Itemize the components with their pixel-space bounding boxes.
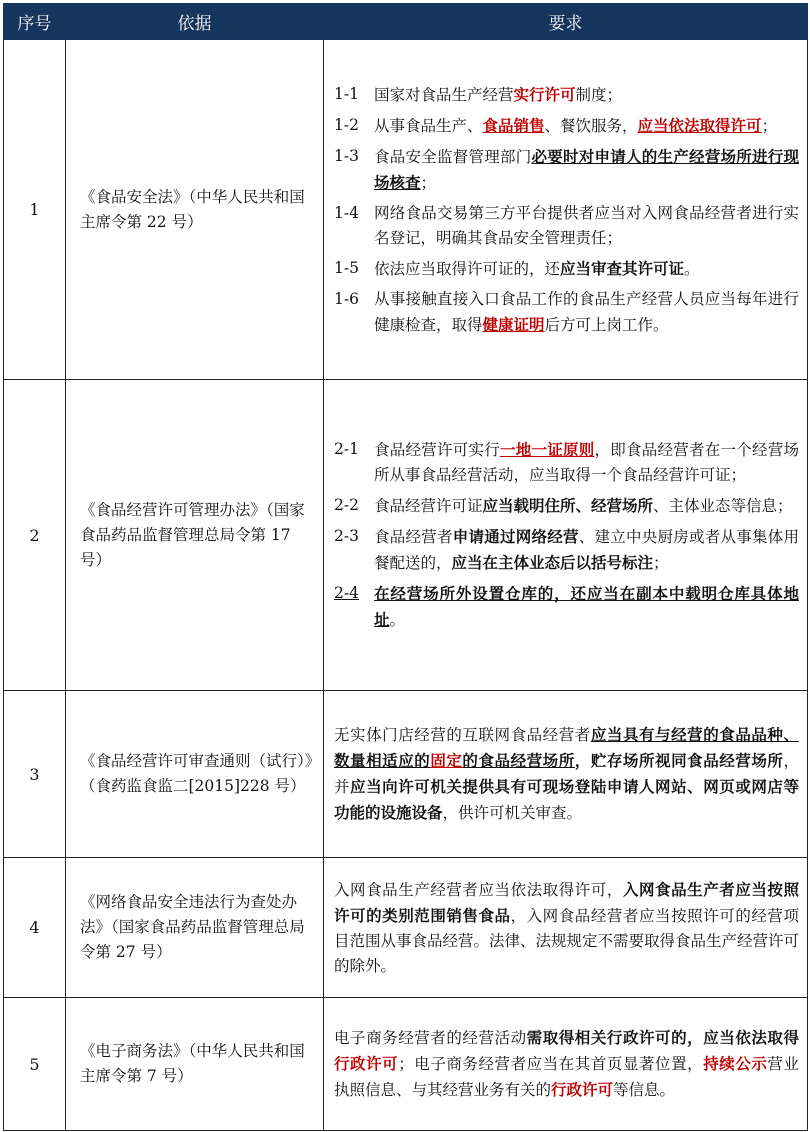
item-code: 2-1 (334, 440, 359, 458)
requirement-paragraph: 电子商务经营者的经营活动需取得相关行政许可的，应当依法取得行政许可；电子商务经营者应当在其首页显著位置，持续公示营业执照信息、与其经营业务有关的行政许可等信息。 (334, 1028, 799, 1099)
requirement-item (334, 581, 799, 633)
basis-cell: 《食品安全法》（中华人民共和国主席令第 22 号） (66, 40, 324, 380)
table-row (4, 858, 808, 998)
requirement-cell (324, 40, 808, 380)
item-text: 食品经营者申请通过网络经营、建立中央厨房或者从事集体用餐配送的，应当在主体业态后以括号标注； (374, 527, 799, 572)
row-number: 4 (4, 858, 66, 998)
item-code: 1-6 (334, 289, 359, 308)
requirement-paragraph: 无实体门店经营的互联网食品经营者应当具有与经营的食品品种、数量相适应的固定的食品经营场所，贮存场所视同食品经营场所，并应当向许可机关提供具有可现场登陆申请人网站、网页或网店等功能的设施设备，供许可机关审查。 (334, 725, 799, 822)
table-row (4, 691, 808, 858)
item-code: 1-2 (334, 115, 359, 134)
item-text: 食品经营许可实行一地一证原则，即食品经营者在一个经营场所从事食品经营活动，应当取得一个食品经营许可证； (374, 440, 799, 484)
table-row (4, 998, 808, 1131)
basis-cell: 《网络食品安全违法行为查处办法》（国家食品药品监督管理总局令第 27 号） (66, 858, 324, 998)
item-code: 2-3 (334, 527, 359, 545)
basis-cell: 《食品经营许可审查通则（试行）》（食药监食监二[2015]228 号） (66, 691, 324, 858)
license-requirements-table (3, 3, 808, 1131)
item-text: 食品安全监督管理部门必要时对申请人的生产经营场所进行现场核查； (374, 146, 799, 192)
row-number: 5 (4, 998, 66, 1131)
requirement-item (334, 493, 799, 519)
requirement-cell (324, 691, 808, 858)
header-requirement: 要求 (324, 4, 808, 40)
requirement-item (334, 201, 799, 251)
item-text: 国家对食品生产经营实行许可制度； (374, 84, 623, 104)
item-text: 在经营场所外设置仓库的，还应当在副本中载明仓库具体地址。 (374, 584, 799, 629)
requirement-paragraph: 入网食品生产经营者应当依法取得许可，入网食品生产者应当按照许可的类别范围销售食品，入网食品经营者应当按照许可的经营项目范围从事食品经营。法律、法规规定不需要取得食品生产经营许可的除外。 (334, 879, 800, 975)
requirement-item (334, 437, 799, 488)
item-code: 1-3 (334, 146, 359, 165)
table-row (4, 380, 808, 691)
requirement-cell (324, 998, 808, 1131)
item-text: 网络食品交易第三方平台提供者应当对入网食品经营者进行实名登记，明确其食品安全管理责任； (374, 203, 799, 247)
basis-cell: 《食品经营许可管理办法》（国家食品药品监督管理总局令第 17 号） (66, 380, 324, 691)
row-number: 2 (4, 380, 66, 691)
item-code: 2-2 (334, 496, 359, 514)
item-text: 依法应当取得许可证的，还应当审查其许可证。 (374, 258, 700, 278)
row-number: 3 (4, 691, 66, 858)
requirement-item (334, 287, 799, 338)
item-code: 1-1 (334, 84, 359, 103)
table-row (4, 40, 808, 380)
item-text: 从事食品生产、食品销售、餐饮服务，应当依法取得许可； (374, 115, 778, 135)
item-text: 食品经营许可证应当载明住所、经营场所、主体业态等信息； (374, 496, 793, 515)
requirement-cell (324, 858, 808, 998)
requirement-cell (324, 380, 808, 691)
requirement-item (334, 256, 799, 282)
requirement-item (334, 144, 799, 196)
item-text: 从事接触直接入口食品工作的食品生产经营人员应当每年进行健康检查，取得健康证明后方可上岗工作。 (374, 289, 799, 334)
table-header-row (4, 4, 808, 40)
item-code: 2-4 (334, 584, 359, 602)
basis-cell: 《电子商务法》（中华人民共和国主席令第 7 号） (66, 998, 324, 1131)
item-code: 1-5 (334, 258, 359, 277)
item-code: 1-4 (334, 203, 359, 222)
requirement-item (334, 82, 799, 108)
requirement-item (334, 524, 799, 576)
row-number: 1 (4, 40, 66, 380)
header-basis: 依据 (66, 4, 324, 40)
requirement-item (334, 113, 799, 139)
header-no: 序号 (4, 4, 66, 40)
